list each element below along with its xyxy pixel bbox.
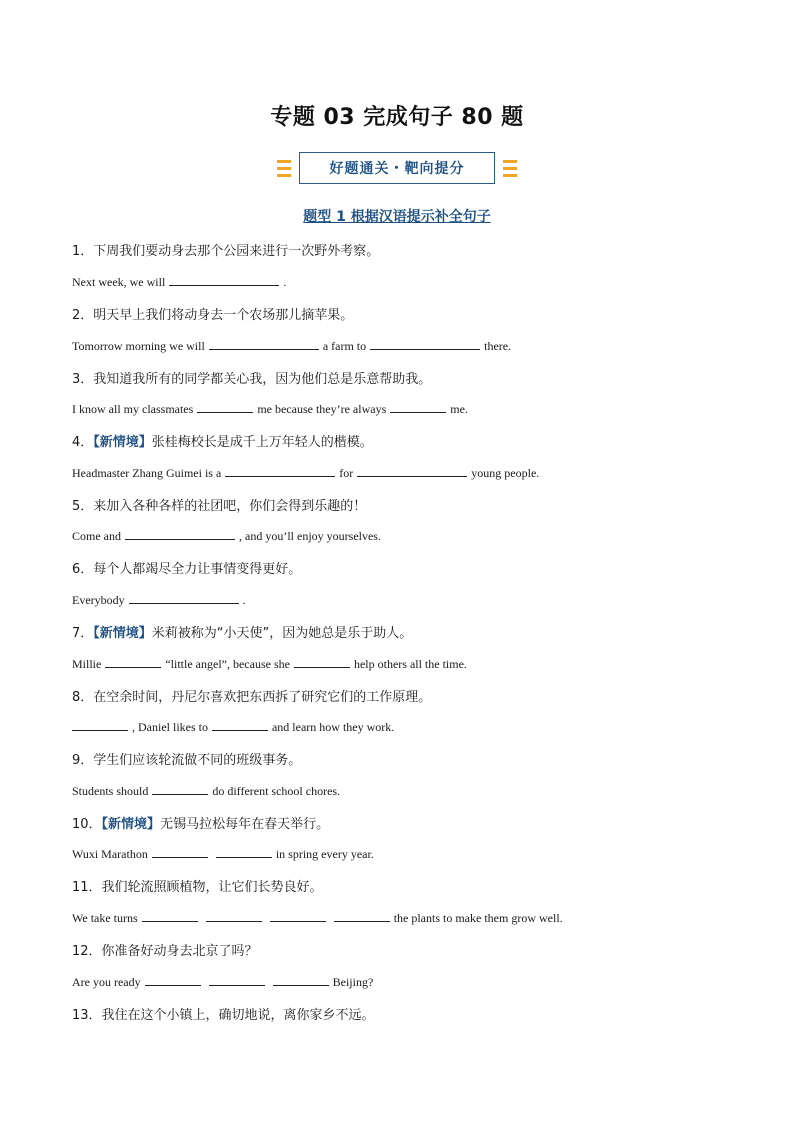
blank[interactable]	[273, 973, 329, 986]
section-title: 题型 1 根据汉语提示补全句子	[303, 209, 491, 225]
answer-line: Tomorrow morning we will a farm to there.	[72, 339, 512, 353]
new-context-tag: 【新情境】	[93, 626, 152, 641]
blank[interactable]	[370, 337, 480, 350]
question-prompt: 11．我们轮流照顾植物，让它们长势良好。	[72, 880, 323, 895]
answer-line: Millie “little angel”, because she help others all the time.	[72, 657, 467, 671]
answer-line: Everybody .	[72, 593, 246, 607]
new-context-tag: 【新情境】	[93, 435, 152, 450]
question-prompt: 4．【新情境】张桂梅校长是成千上万年轻人的楷模。	[72, 435, 373, 450]
question-prompt: 10．【新情境】无锡马拉松每年在春天举行。	[72, 817, 330, 832]
blank[interactable]	[125, 527, 235, 540]
decor-bars-left	[277, 160, 291, 177]
question-prompt: 3．我知道我所有的同学都关心我，因为他们总是乐意帮助我。	[72, 372, 432, 387]
blank[interactable]	[334, 909, 390, 922]
answer-line: Wuxi Marathon in spring every year.	[72, 847, 374, 861]
new-context-tag: 【新情境】	[101, 817, 161, 832]
blank[interactable]	[145, 973, 201, 986]
blank[interactable]	[212, 718, 268, 731]
answer-line: I know all my classmates me because they’re always me.	[72, 402, 468, 416]
blank[interactable]	[357, 464, 467, 477]
answer-line: Students should do different school chores.	[72, 784, 341, 798]
decor-bars-right	[503, 160, 517, 177]
answer-line: , Daniel likes to and learn how they work.	[68, 718, 394, 735]
blank[interactable]	[390, 400, 446, 413]
blank[interactable]	[225, 464, 335, 477]
blank[interactable]	[206, 909, 262, 922]
banner	[0, 152, 794, 184]
question-prompt: 7．【新情境】米莉被称为“小天使”，因为她总是乐于助人。	[72, 626, 413, 641]
blank[interactable]	[209, 973, 265, 986]
blank[interactable]	[270, 909, 326, 922]
blank[interactable]	[72, 718, 128, 731]
question-prompt: 13．我住在这个小镇上，确切地说，离你家乡不远。	[72, 1008, 375, 1023]
blank[interactable]	[209, 337, 319, 350]
blank[interactable]	[216, 845, 272, 858]
blank[interactable]	[105, 655, 161, 668]
blank[interactable]	[294, 655, 350, 668]
answer-line: We take turns the plants to make them grow well.	[72, 911, 563, 925]
blank[interactable]	[152, 782, 208, 795]
blank[interactable]	[197, 400, 253, 413]
question-prompt: 1．下周我们要动身去那个公园来进行一次野外考察。	[72, 244, 380, 259]
blank[interactable]	[142, 909, 198, 922]
question-prompt: 5．来加入各种各样的社团吧，你们会得到乐趣的！	[72, 499, 367, 514]
question-prompt: 8．在空余时间，丹尼尔喜欢把东西拆了研究它们的工作原理。	[72, 690, 432, 705]
answer-line: Are you ready Beijing?	[72, 975, 374, 989]
blank[interactable]	[169, 273, 279, 286]
question-prompt: 9．学生们应该轮流做不同的班级事务。	[72, 753, 302, 768]
question-prompt: 12．你准备好动身去北京了吗？	[72, 944, 258, 959]
page-title: 专题 03 完成句子 80 题	[270, 105, 524, 130]
answer-line: Next week, we will .	[72, 275, 287, 289]
answer-line: Headmaster Zhang Guimei is a for young people.	[72, 466, 540, 480]
blank[interactable]	[152, 845, 208, 858]
blank[interactable]	[129, 591, 239, 604]
question-prompt: 6．每个人都竭尽全力让事情变得更好。	[72, 562, 302, 577]
question-prompt: 2．明天早上我们将动身去一个农场那儿摘苹果。	[72, 308, 354, 323]
banner-label: 好题通关・靶向提分	[299, 152, 495, 184]
answer-line: Come and , and you’ll enjoy yourselves.	[72, 529, 381, 543]
